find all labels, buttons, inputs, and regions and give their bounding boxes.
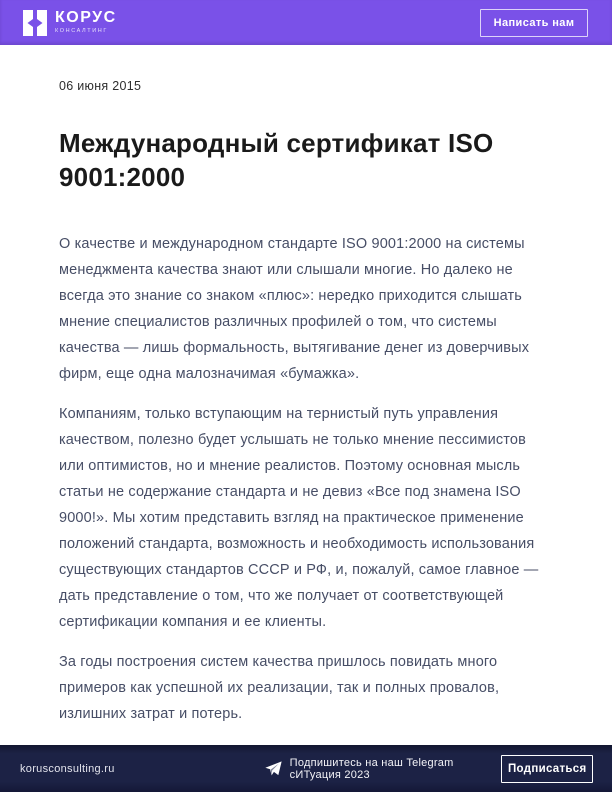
article-paragraph: За годы построения систем качества пришлось повидать много примеров как успешной их реализации, так и полных провалов, излишних затрат и потерь. [59,654,500,722]
page-header [0,0,612,45]
logo-name: КОРУС [55,9,117,27]
contact-us-button[interactable]: Написать нам [480,9,588,37]
korus-logo[interactable] [22,9,117,37]
article-paragraph: Компаниям, только вступающим на тернистый путь управления качеством, полезно будет услышать не только мнение пессимистов или оптимистов, но и мнение реалистов. Поэтому основная мысль статьи не содержание стандарта и не девиз «Все под знамена ISO 9000!». Мы хотим представить взгляд на практическое применение положений стандарта, возможность и необходимость использования существующих стандартов СССР и РФ, и, пожалуй, самое главное — дать представление о том, что же получает от соответствующей сертификации компания и ее клиенты. [59,406,539,630]
logo-subtitle: КОНСАЛТИНГ [55,28,108,35]
article-paragraph: О качестве и международном стандарте ISO 9001:2000 на системы менеджмента качества знают или слышали многие. Но далеко не всегда это знание со знаком «плюс»: нередко приходится слышать мнение специалистов различных профилей о том, что системы качества — лишь формальность, вытягивание денег из доверчивых фирм, еще одна малозначимая «бумажка». [59,236,530,382]
article-date: 06 июня 2015 [59,79,142,93]
telegram-icon [265,761,282,776]
page-title: Международный сертификат ISO 9001:2000 [59,128,494,192]
subscribe-button[interactable]: Подписаться [501,755,593,783]
telegram-subscribe-link[interactable] [265,757,502,781]
site-link[interactable]: korusconsulting.ru [20,762,115,775]
article-content [59,45,553,745]
korus-logo-icon [22,9,48,37]
article-body [59,231,553,745]
telegram-subscribe-text: Подпишитесь на наш Telegram сИТуация 2023 [289,756,454,781]
page-footer [0,745,612,792]
